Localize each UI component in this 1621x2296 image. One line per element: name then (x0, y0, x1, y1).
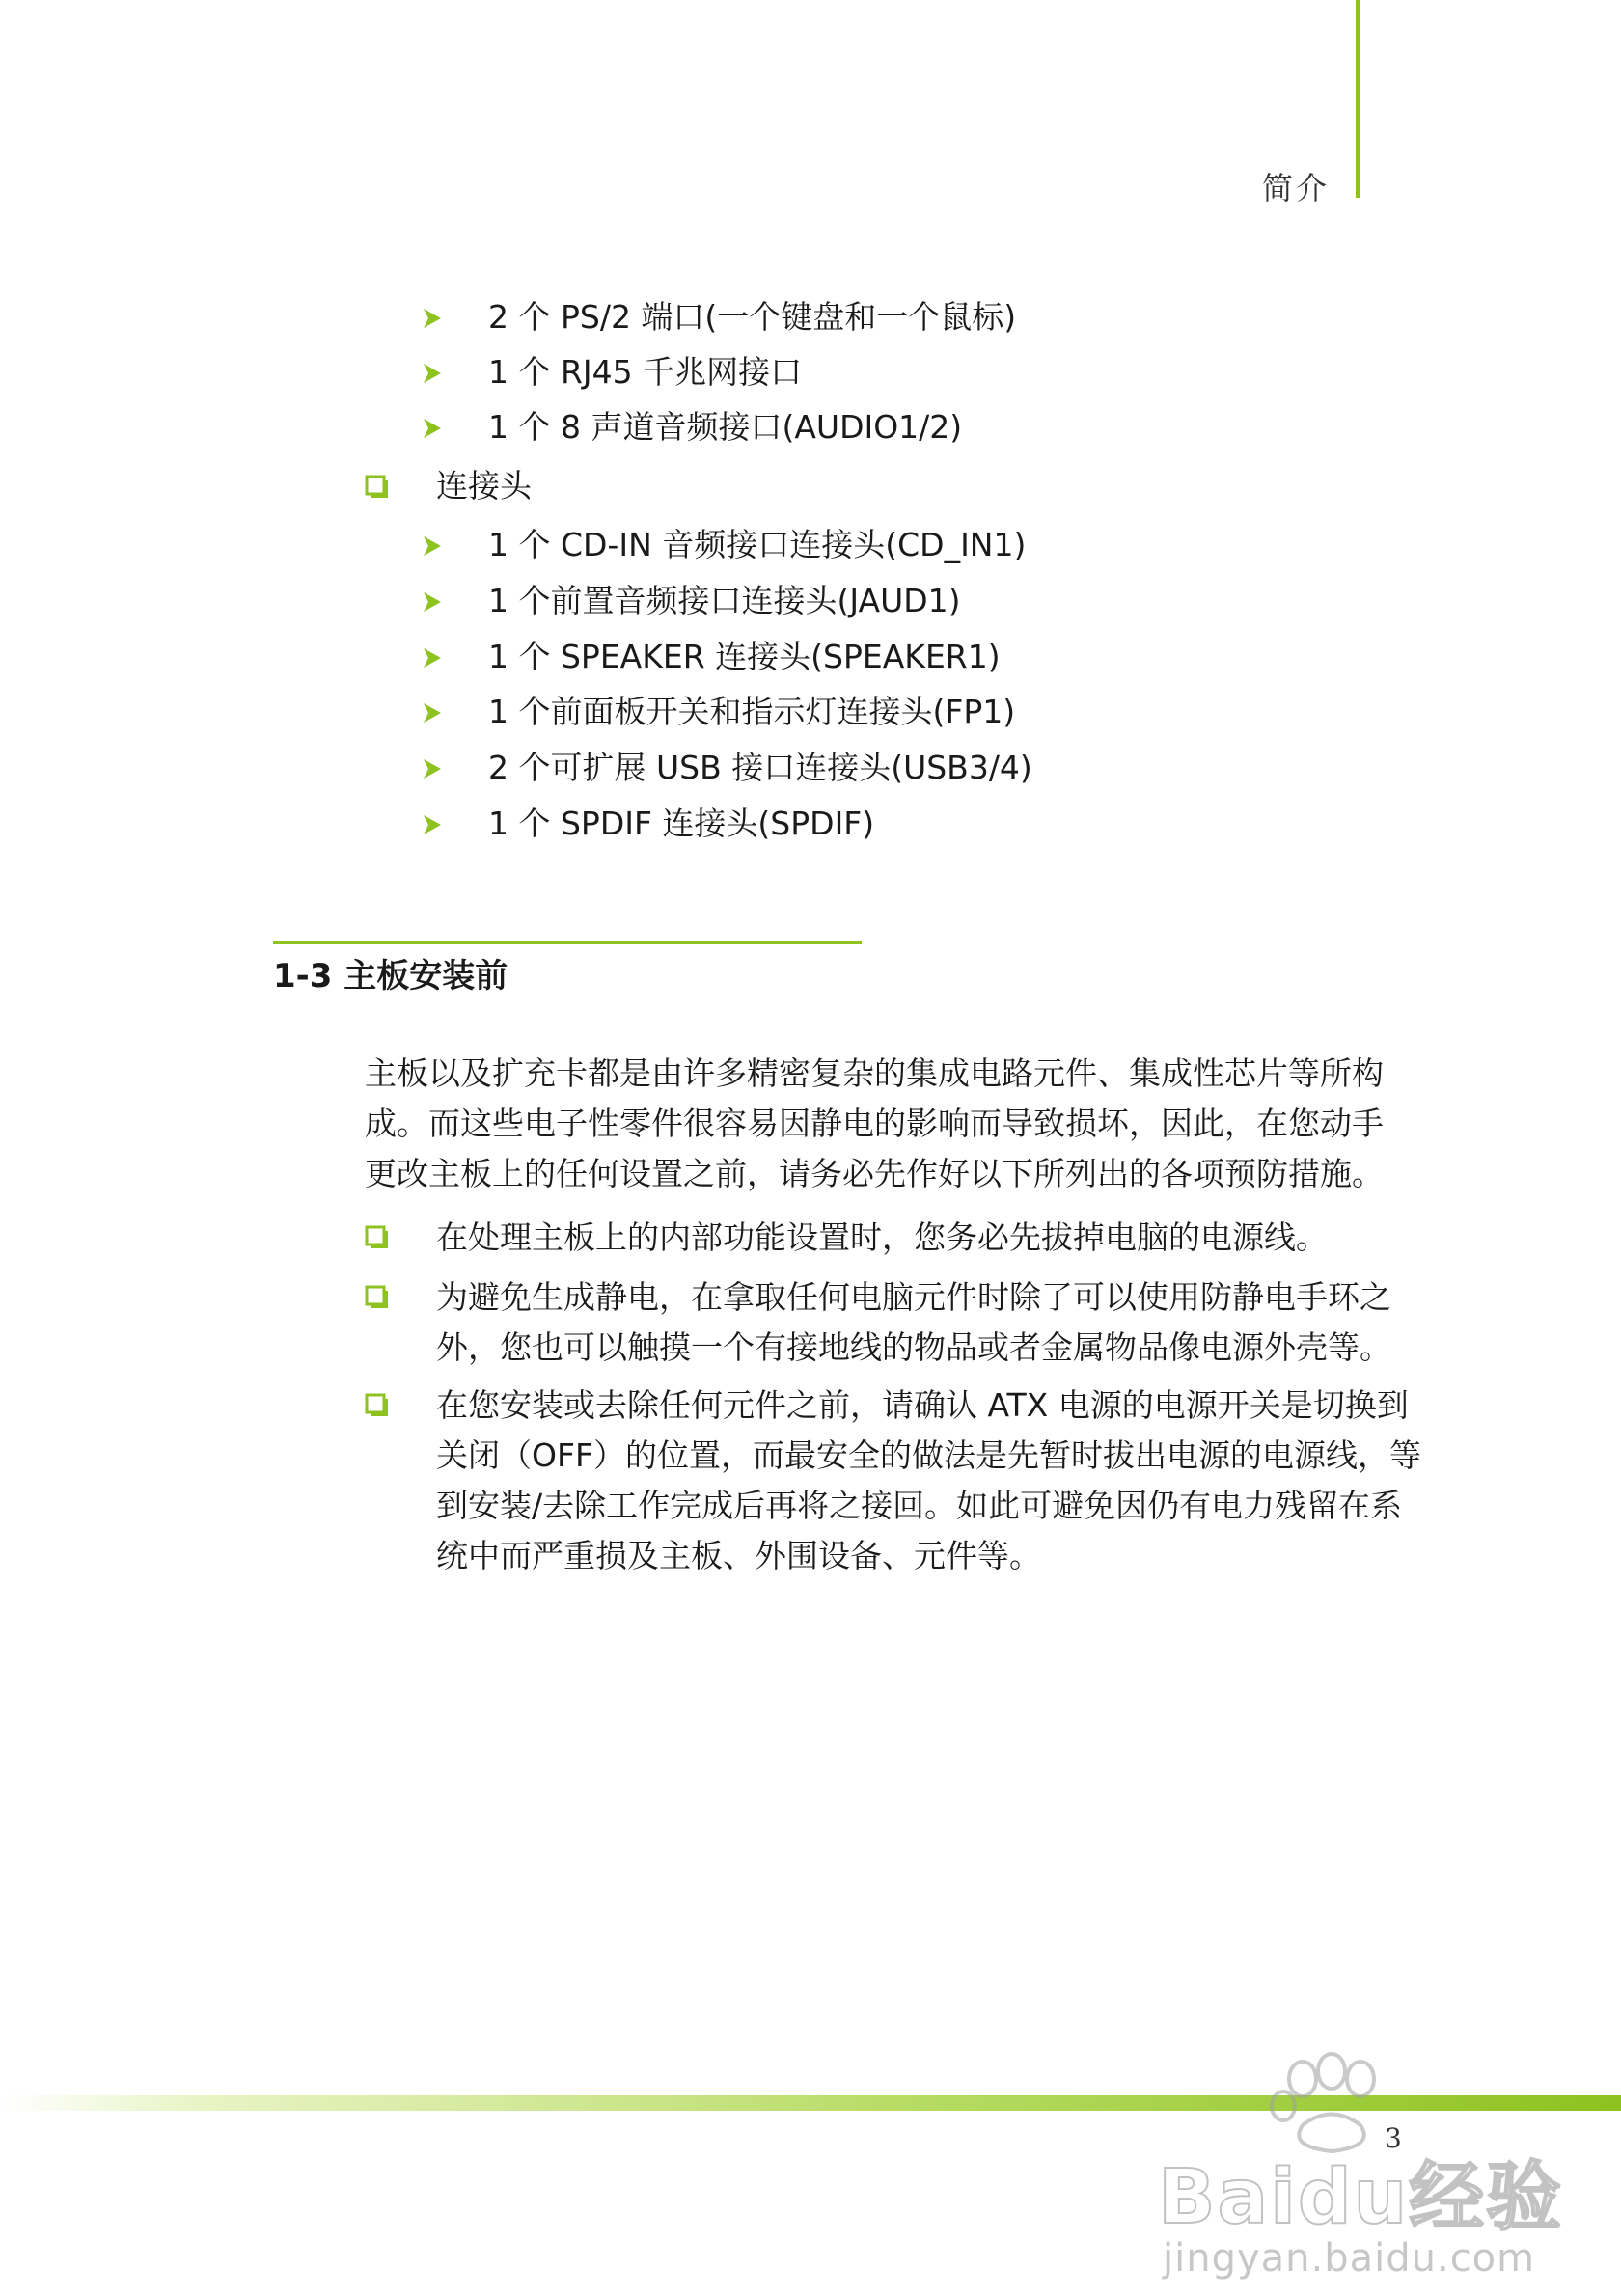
arrow-bullet-icon (422, 701, 443, 724)
arrow-bullet-icon (422, 534, 443, 558)
checkbox-bullet-icon (365, 1225, 390, 1250)
section-rule (273, 941, 862, 944)
precaution-line: 统中而严重损及主板、外围设备、元件等。 (436, 1537, 1041, 1574)
intro-line: 更改主板上的任何设置之前，请务必先作好以下所列出的各项预防措施。 (365, 1155, 1384, 1192)
list-item-text: 1 个前面板开关和指示灯连接头(FP1) (488, 693, 1016, 730)
precaution-line: 到安装/去除工作完成后再将之接回。如此可避免因仍有电力残留在系 (436, 1487, 1403, 1524)
checkbox-bullet-icon (365, 1393, 390, 1418)
intro-paragraph (365, 1049, 1436, 1199)
precaution-line: 为避免生成静电，在拿取任何电脑元件时除了可以使用防静电手环之 (436, 1278, 1391, 1316)
arrow-bullet-icon (422, 590, 443, 614)
intro-line: 主板以及扩充卡都是由许多精密复杂的集成电路元件、集成性芯片等所构 (365, 1054, 1384, 1092)
precaution-text (436, 1213, 1328, 1263)
page-number: 3 (1385, 2122, 1402, 2154)
arrow-bullet-icon (422, 646, 443, 670)
list-item-text: 2 个可扩展 USB 接口连接头(USB3/4) (488, 749, 1032, 786)
precaution-text (436, 1272, 1391, 1373)
section-heading: 1-3 主板安装前 (273, 957, 508, 996)
precaution-line: 关闭（OFF）的位置，而最安全的做法是先暂时拔出电源的电源线，等 (436, 1436, 1421, 1474)
page-header-title: 简介 (1262, 170, 1331, 206)
arrow-bullet-icon (422, 362, 443, 385)
list-item-text: 1 个 8 声道音频接口(AUDIO1/2) (488, 408, 963, 446)
list-item-text: 1 个 CD-IN 音频接口连接头(CD_IN1) (488, 526, 1027, 563)
precaution-line: 外，您也可以触摸一个有接地线的物品或者金属物品像电源外壳等。 (436, 1328, 1391, 1366)
watermark-brand: Baidu经验 (1158, 2154, 1564, 2241)
arrow-bullet-icon (422, 307, 443, 330)
arrow-bullet-icon (422, 417, 443, 440)
list-item-text: 1 个 SPEAKER 连接头(SPEAKER1) (488, 638, 1001, 675)
intro-line: 成。而这些电子性零件很容易因静电的影响而导致损坏，因此，在您动手 (365, 1105, 1384, 1142)
precaution-line: 在您安装或去除任何元件之前，请确认 ATX 电源的电源开关是切换到 (436, 1386, 1409, 1424)
checkbox-bullet-icon (365, 475, 390, 500)
precaution-text (436, 1380, 1421, 1581)
watermark-url: jingyan.baidu.com (1163, 2236, 1536, 2281)
list-item-text: 1 个 SPDIF 连接头(SPDIF) (488, 805, 875, 842)
arrow-bullet-icon (422, 757, 443, 780)
list-item-text: 2 个 PS/2 端口(一个键盘和一个鼠标) (488, 298, 1017, 336)
list-item-text: 1 个前置音频接口连接头(JAUD1) (488, 582, 961, 619)
connectors-label: 连接头 (436, 467, 532, 505)
checkbox-bullet-icon (365, 1285, 390, 1310)
precaution-line: 在处理主板上的内部功能设置时，您务必先拔掉电脑的电源线。 (436, 1218, 1328, 1256)
header-rule (1356, 0, 1360, 198)
list-item-text: 1 个 RJ45 千兆网接口 (488, 353, 803, 391)
arrow-bullet-icon (422, 813, 443, 836)
